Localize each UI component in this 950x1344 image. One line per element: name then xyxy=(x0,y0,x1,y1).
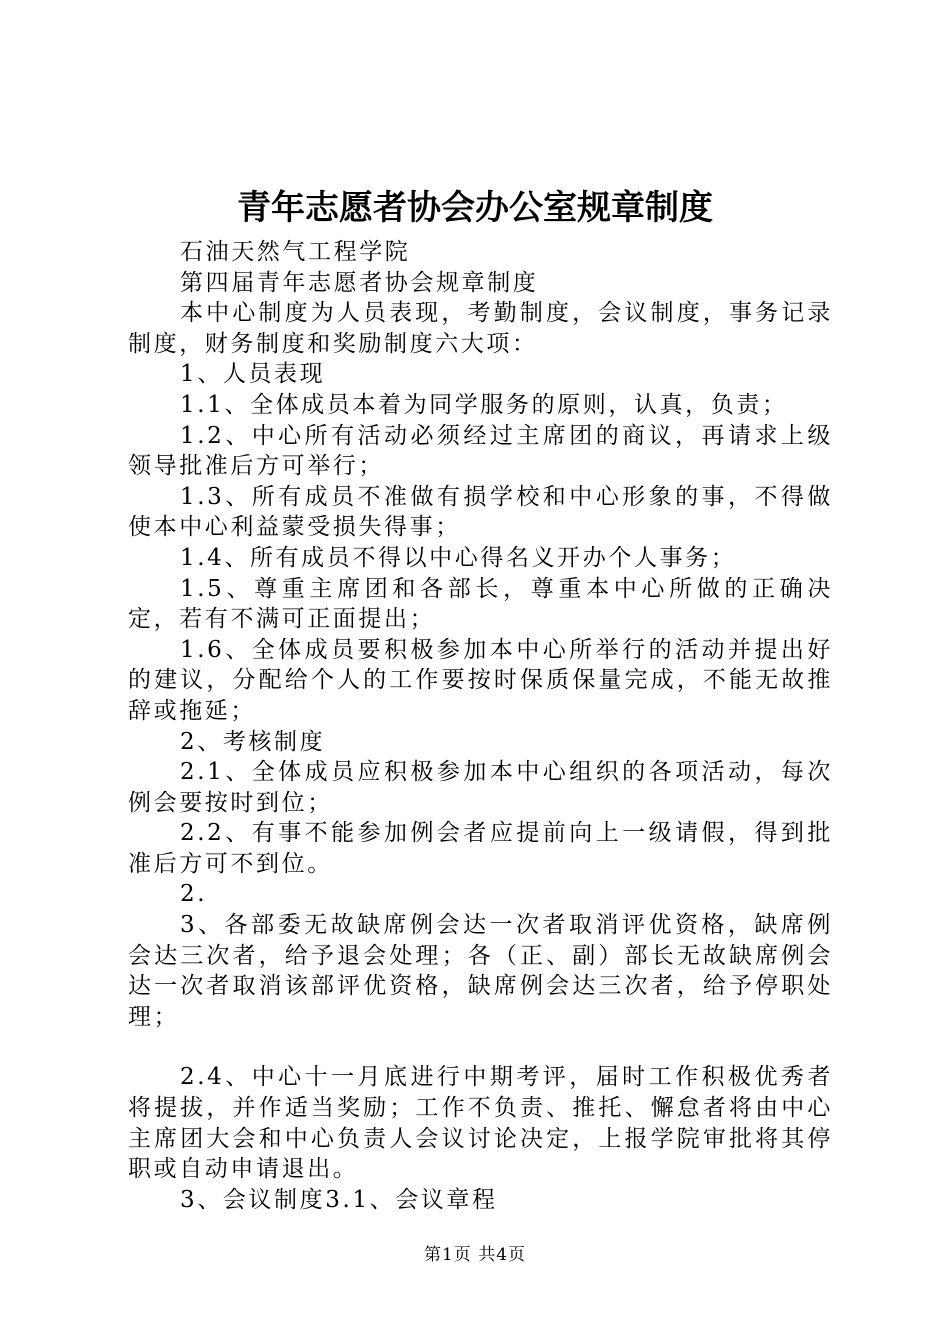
clause-1-2: 1.2、中心所有活动必须经过主席团的商议，再请求上级领导批准后方可举行； xyxy=(128,422,833,480)
clause-2-4: 2.4、中心十一月底进行中期考评，届时工作积极优秀者将提拔，并作适当奖励；工作不负责、推托、懈怠者将由中心主席团大会和中心负责人会议讨论决定，上报学院审批将其停职或自动申请退出。 xyxy=(128,1064,833,1183)
clause-2-3: 3、各部委无故缺席例会达一次者取消评优资格，缺席例会达三次者，给予退会处理；各（正、副）部长无故缺席例会达一次者取消该部评优资格，缺席例会达三次者，给予停职处理； xyxy=(128,912,833,1030)
clause-1-6: 1.6、全体成员要积极参加本中心所举行的活动并提出好的建议，分配给个人的工作要按时保质保量完成，不能无故推辞或拖延； xyxy=(128,636,833,724)
section-heading-assessment: 2、考核制度 xyxy=(180,728,326,755)
clause-2-prefix: 2. xyxy=(180,881,208,908)
paragraph-college: 石油天然气工程学院 xyxy=(180,239,411,265)
page-footer: 第1页 共4页 xyxy=(423,1245,527,1265)
paragraph-subtitle: 第四届青年志愿者协会规章制度 xyxy=(180,269,539,296)
clause-1-1: 1.1、全体成员本着为同学服务的原则，认真，负责； xyxy=(180,391,788,418)
section-heading-meeting: 3、会议制度3.1、会议章程 xyxy=(180,1186,498,1213)
clause-2-2: 2.2、有事不能参加例会者应提前向上一级请假，得到批准后方可不到位。 xyxy=(128,820,833,877)
clause-2-1: 2.1、全体成员应积极参加本中心组织的各项活动，每次例会要按时到位； xyxy=(128,759,833,816)
clause-1-3: 1.3、所有成员不准做有损学校和中心形象的事，不得做使本中心利益蒙受损失得事； xyxy=(128,483,833,541)
document-title: 青年志愿者协会办公室规章制度 xyxy=(237,188,713,228)
clause-1-5: 1.5、尊重主席团和各部长，尊重本中心所做的正确决定，若有不满可正面提出； xyxy=(128,575,833,633)
document-body xyxy=(128,237,833,1215)
clause-1-4: 1.4、所有成员不得以中心得名义开办个人事务； xyxy=(180,544,737,571)
paragraph-intro: 本中心制度为人员表现，考勤制度，会议制度，事务记录制度，财务制度和奖励制度六大项： xyxy=(128,300,833,357)
section-heading-personnel: 1、人员表现 xyxy=(180,361,326,388)
